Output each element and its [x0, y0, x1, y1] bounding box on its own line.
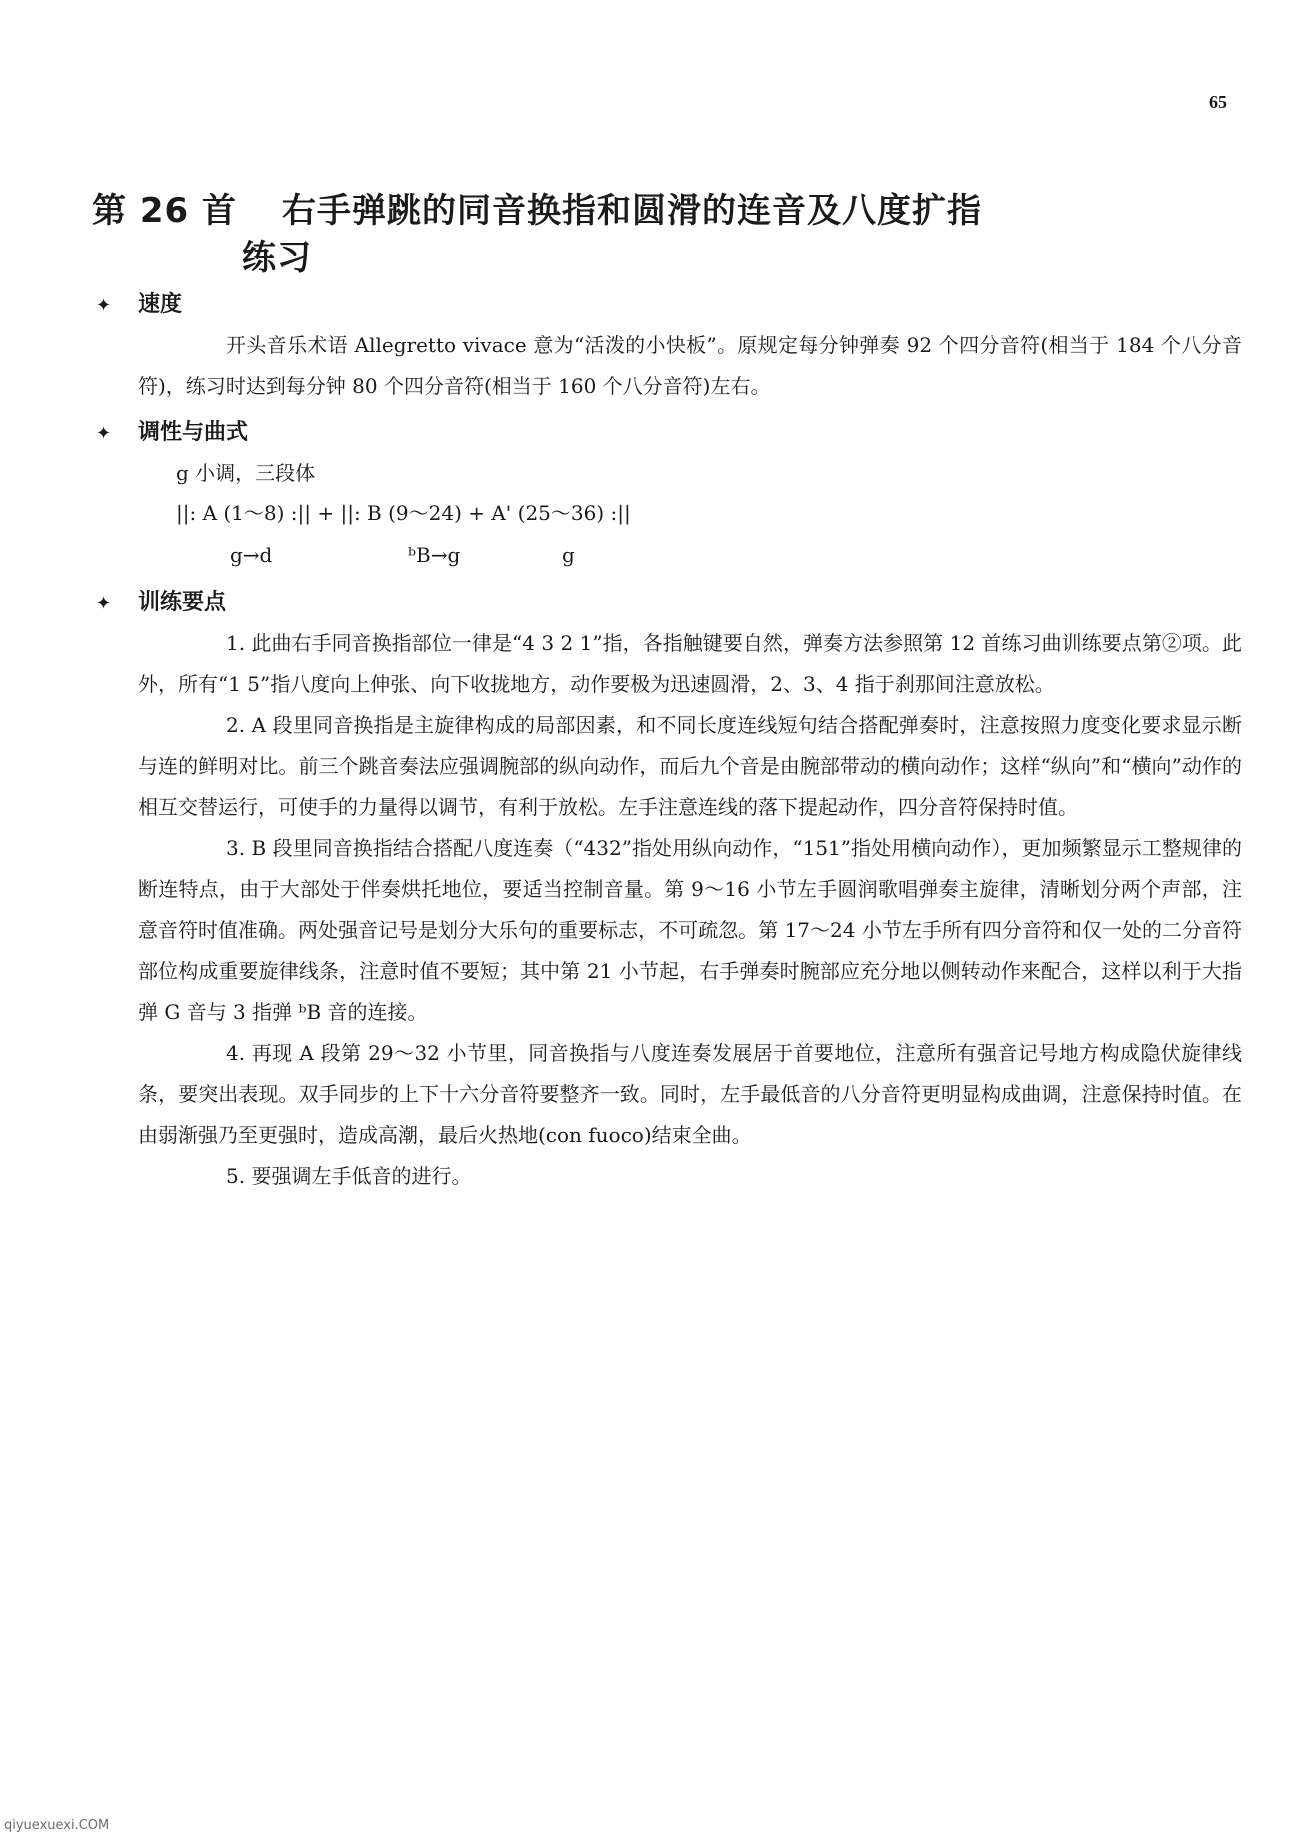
section-heading-speed — [92, 285, 1242, 325]
page-title — [92, 188, 1232, 282]
title-line-2: 练习 — [242, 238, 312, 278]
title-line-1: 右手弹跳的同音换指和圆滑的连音及八度扩指 — [282, 191, 982, 231]
main-content — [92, 285, 1242, 1197]
key-form-line-2: ||: A (1～8) :|| + ||: B (9～24) + A' (25～36) :|| — [176, 501, 631, 525]
speed-heading-label: 速度 — [138, 292, 183, 317]
key-b: ᵇB→g — [408, 543, 461, 567]
chapter-number: 第 26 首 — [92, 191, 237, 231]
page-number: 65 — [1209, 92, 1227, 112]
training-point-2: 2. A 段里同音换指是主旋律构成的局部因素，和不同长度连线短句结合搭配弹奏时，注意按照力度变化要求显示断与连的鲜明对比。前三个跳音奏法应强调腕部的纵向动作，而后九个音是由腕部带动的横向动作；这样“纵向”和“横向”动作的相互交替运行，可使手的力量得以调节，有利于放松。左手注意连线的落下提起动作，四分音符保持时值。 — [138, 713, 1242, 819]
four-pointed-star-icon: ✦ — [96, 593, 112, 614]
training-point-5: 5. 要强调左手低音的进行。 — [226, 1164, 472, 1188]
section-heading-training — [92, 583, 1242, 623]
training-point-1: 1. 此曲右手同音换指部位一律是“4 3 2 1”指，各指触键要自然，弹奏方法参照第 12 首练习曲训练要点第②项。此外，所有“1 5”指八度向上伸张、向下收拢地方，动作要极为迅速圆滑，2、3、4 指于刹那间注意放松。 — [138, 631, 1242, 696]
key-a: g→d — [230, 543, 273, 567]
section-heading-key-form — [92, 413, 1242, 453]
key-sequence — [230, 533, 1242, 577]
key-a-prime: g — [562, 543, 575, 567]
training-point-3: 3. B 段里同音换指结合搭配八度连奏（“432”指处用纵向动作，“151”指处用横向动作），更加频繁显示工整规律的断连特点，由于大部处于伴奏烘托地位，要适当控制音量。第 9～16 小节左手圆润歌唱弹奏主旋律，清晰划分两个声部，注意音符时值准确。两处强音记号是划分大乐句的重要标志，不可疏忽。第 17～24 小节左手所有四分音符和仅一处的二分音符部位构成重要旋律线条，注意时值不要短；其中第 21 小节起，右手弹奏时腕部应充分地以侧转动作来配合，这样以利于大指弹 G 音与 3 指弹 ᵇB 音的连接。 — [138, 836, 1242, 1024]
four-pointed-star-icon: ✦ — [96, 423, 112, 444]
four-pointed-star-icon: ✦ — [96, 295, 112, 316]
site-watermark: qiyuexuexi.COM — [4, 1818, 110, 1833]
speed-paragraph: 开头音乐术语 Allegretto vivace 意为“活泼的小快板”。原规定每分钟弹奏 92 个四分音符(相当于 184 个八分音符)，练习时达到每分钟 80 个四分音符(相当于 160 个八分音符)左右。 — [138, 333, 1242, 398]
training-point-4: 4. 再现 A 段第 29～32 小节里，同音换指与八度连奏发展居于首要地位，注意所有强音记号地方构成隐伏旋律线条，要突出表现。双手同步的上下十六分音符要整齐一致。同时，左手最低音的八分音符更明显构成曲调，注意保持时值。在由弱渐强乃至更强时，造成高潮，最后火热地(con fuoco)结束全曲。 — [138, 1041, 1242, 1147]
key-form-heading-label: 调性与曲式 — [138, 420, 249, 445]
key-form-line-1: g 小调，三段体 — [176, 461, 316, 485]
training-heading-label: 训练要点 — [138, 590, 227, 615]
